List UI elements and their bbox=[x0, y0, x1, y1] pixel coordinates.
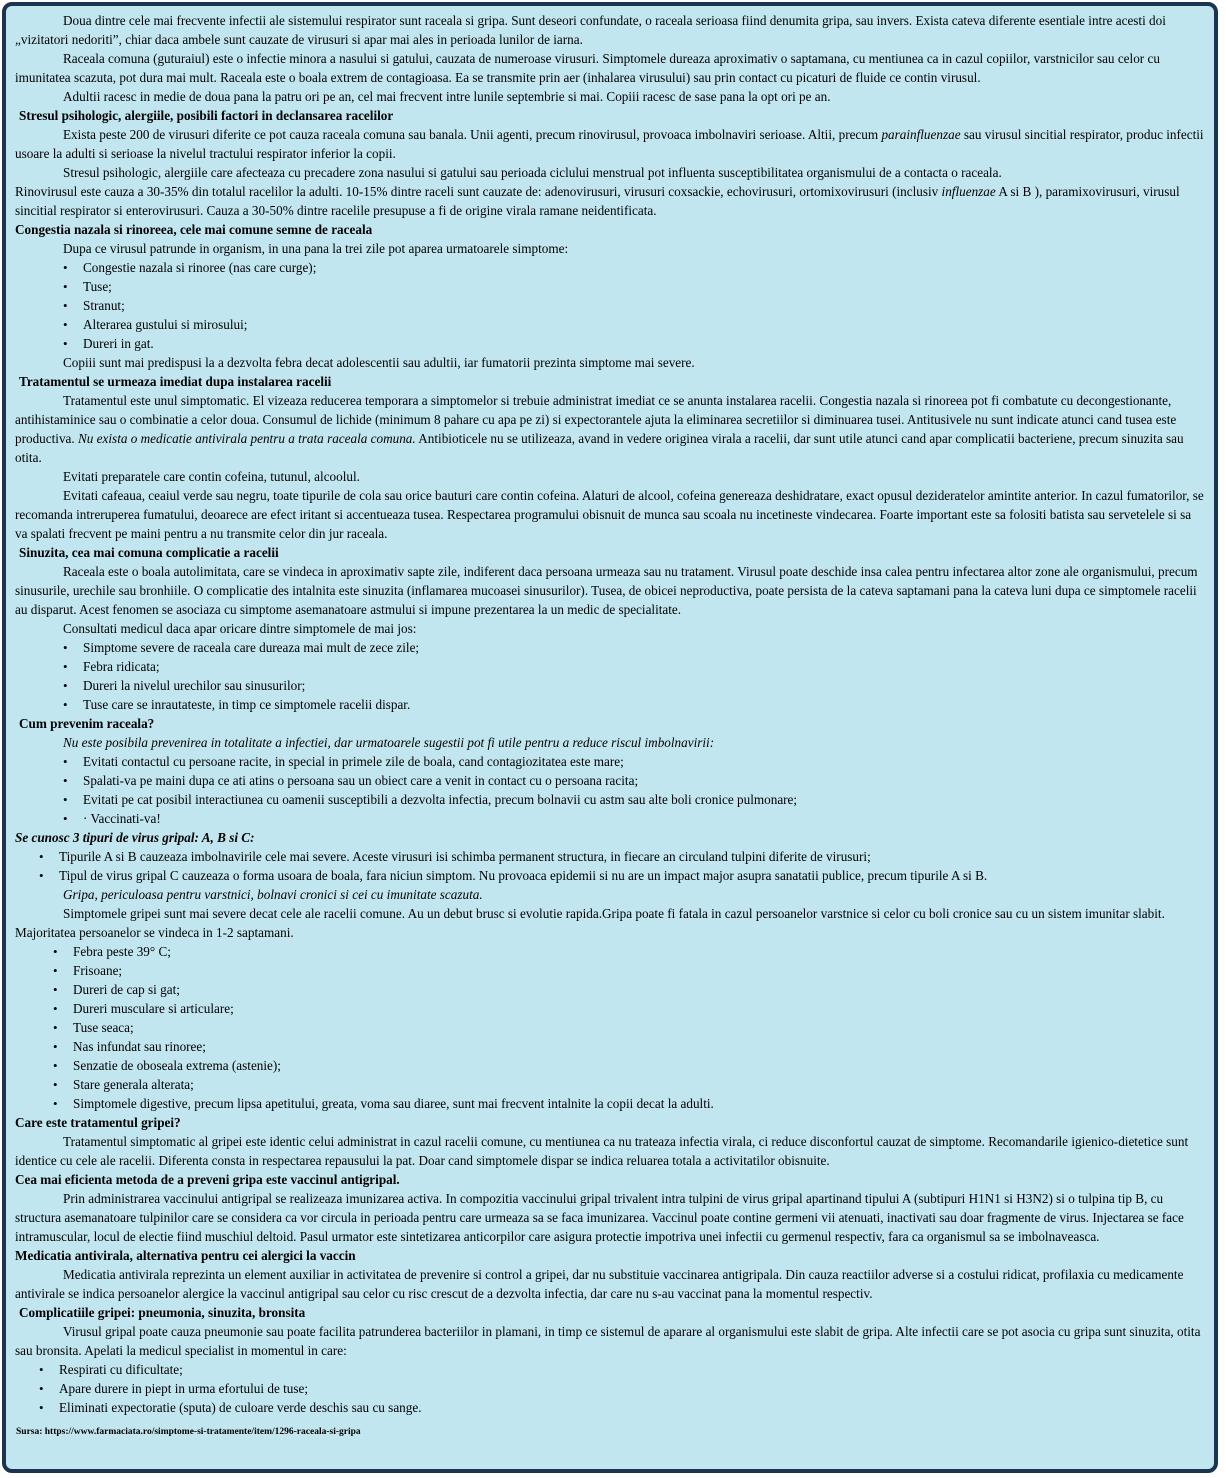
section-complicatii-paragraph: Virusul gripal poate cauza pneumonie sau poate facilita patrunderea bacteriilor in plamani, in timp ce sistemul de aparare al organismului este slabit de gripa. Alte infectii care se pot asocia cu gripa sunt sinuzita, otita sau bronsita. Apelati la medicul specialist in momentul in care: bbox=[15, 1324, 1201, 1358]
text-run: Tratamentul este unul simptomatic. El vizeaza reducerea temporara a simptomelor si trebuie administrat imediat ce se anunta instalarea racelii. Congestia nazala si rinoreea pot fi combatute cu decongestionante, antihistaminice sau o combinatie a celor doua. Consumul de lichide (minimum 8 pahare cu apa pe zi) si expectorantele ajuta la eliminarea secretiilor si diminuarea tusei. Antitusivele nu sunt indicate atunci cand tusea este productiva. bbox=[15, 393, 1177, 446]
list-item: • Dureri in gat. bbox=[83, 334, 1206, 353]
section-heading-tratament-raceala: Tratamentul se urmeaza imediat dupa instalarea racelii bbox=[19, 374, 332, 389]
list-item: • Simptomele digestive, precum lipsa apetitului, greata, voma sau diaree, sunt mai frecvent intalnite la copii decat la adulti. bbox=[73, 1094, 1206, 1113]
intro-paragraph-2: Raceala comuna (guturaiul) este o infectie minora a nasului si gatului, cauzata de numeroase virusuri. Simptomele dureaza aproximativ o saptamana, cu mentiunea ca in cazul copiilor, varstnicilor sau celor cu imunitatea scazuta, pot dura mai mult. Raceala este o boala extrem de contagioasa. Ea se transmite prin aer (inhalarea virusului) sau prin contact cu picaturi de fluide ce contin virusul. bbox=[15, 51, 1160, 85]
section-tratament-paragraph-3: Evitati cafeaua, ceaiul verde sau negru, toate tipurile de cola sau orice bauturi care contin cofeina. Alaturi de alcool, cofeina genereaza deshidratare, exact opusul dezideratelor amintite anterior. In cazul fumatorilor, se recomanda intreruperea fumatului, deoarece are efect iritant si accentueaza tusea. Respectarea programului obisnuit de munca sau scoala nu incetineste vindecarea. Foarte important este sa folositi batista sau servetelele si sa va spalati frecvent pe maini pentru a nu transmite celor din jur raceala. bbox=[15, 488, 1204, 541]
warning-list bbox=[15, 638, 1206, 714]
section-vaccin-paragraph: Prin administrarea vaccinului antigripal se realizeaza imunizarea activa. In compozitia vaccinului gripal trivalent intra tulpini de virus gripal apartinand tipului A (subtipuri H1N1 si H3N2) si o tulpina tip B, cu structura asemanatoare tulpinilor care se considera ca vor circula in perioada pentru care urmeaza sa se faca imunizarea. Vaccinul poate contine germeni vii atenuati, inactivati sau doar fragmente de virus. Injectarea se face intramuscular, locul de electie fiind muschiul deltoid. Pasul urmator este sintetizarea anticorpilor care asigura protectie impotriva unei infectii cu germenul respectiv, fara ca organismul sa se imbolnaveasca. bbox=[15, 1191, 1184, 1244]
section-stres-paragraph-2: Stresul psihologic, alergiile care afecteaza cu precadere zona nasului si gatului sau perioada ciclului menstrual pot influenta susceptibilitatea organismului de a contacta o raceala. bbox=[63, 165, 1002, 180]
section-gripa-subheading: Gripa, periculoasa pentru varstnici, bolnavi cronici si cei cu imunitate scazuta. bbox=[63, 887, 483, 902]
virus-types-list bbox=[15, 847, 1206, 885]
section-congestie-outro: Copiii sunt mai predispusi la a dezvolta febra decat adolescentii sau adultii, iar fumatorii prezinta simptome mai severe. bbox=[63, 355, 695, 370]
list-item: • Dureri de cap si gat; bbox=[73, 980, 1206, 999]
italic-term: parainfluenzae bbox=[881, 127, 961, 142]
list-item: • Congestie nazala si rinoree (nas care curge); bbox=[83, 258, 1206, 277]
document-body bbox=[6, 11, 1214, 1442]
text-run: Antibioticele nu se utilizeaza, avand in vedere originea virala a racelii, dar sunt utile atunci cand apar complicatii bacteriene, precum sinuzita sau otita. bbox=[15, 431, 1184, 465]
intro-paragraph-3: Adultii racesc in medie de doua pana la patru ori pe an, cel mai frecvent intre lunile septembrie si mai. Copiii racesc de sase pana la opt ori pe an. bbox=[63, 89, 831, 104]
intro-paragraph-1: Doua dintre cele mai frecvente infectii ale sistemului respirator sunt raceala si gripa. Sunt deseori confundate, o raceala serioasa fiind denumita gripa, sau invers. Exista cateva diferente esentiale intre acesti doi „vizitatori nedoriti”, chiar daca ambele sunt cauzate de virusuri si apar mai ales in perioada lunilor de iarna. bbox=[15, 13, 1166, 47]
flu-symptom-list bbox=[15, 942, 1206, 1113]
section-heading-complicatii: Complicatiile gripei: pneumonia, sinuzita, bronsita bbox=[19, 1305, 306, 1320]
section-antivirale-paragraph: Medicatia antivirala reprezinta un element auxiliar in activitatea de prevenire si control a gripei, dar nu substituie vaccinarea antigripala. Din cauza reactiilor adverse si a costului ridicat, profilaxia cu medicamente antivirale se indica persoanelor alergice la vaccinul antigripal sau celor cu risc crescut de a dezvolta infectia, dar care nu s-au vaccinat pana la momentul respectiv. bbox=[15, 1267, 1184, 1301]
section-stres-paragraph-3 bbox=[15, 182, 1206, 220]
list-item: • Dureri musculare si articulare; bbox=[73, 999, 1206, 1018]
section-congestie-intro: Dupa ce virusul patrunde in organism, in una pana la trei zile pot aparea urmatoarele simptome: bbox=[63, 241, 569, 256]
list-item: • Evitati contactul cu persoane racite, in special in primele zile de boala, cand contagiozitatea este mare; bbox=[83, 752, 1206, 771]
symptom-list bbox=[15, 258, 1206, 353]
italic-note: Nu exista o medicatie antivirala pentru a trata raceala comuna. bbox=[78, 431, 416, 446]
section-heading-stres: Stresul psihologic, alergiile, posibili factori in declansarea racelilor bbox=[19, 108, 394, 123]
list-item: • Tuse care se inrautateste, in timp ce simptomele racelii dispar. bbox=[83, 695, 1206, 714]
section-prevenire-intro: Nu este posibila prevenirea in totalitate a infectiei, dar urmatoarele sugestii pot fi utile pentru a reduce riscul imbolnavirii: bbox=[63, 735, 715, 750]
section-heading-congestie: Congestia nazala si rinoreea, cele mai comune semne de raceala bbox=[15, 222, 373, 237]
section-gripa-paragraph-1: Simptomele gripei sunt mai severe decat cele ale racelii comune. Au un debut brusc si evolutie rapida.Gripa poate fi fatala in cazul persoanelor varstnice si celor cu boli cronice sau cu un sistem imunitar slabit. Majoritatea persoanelor se vindeca in 1-2 saptamani. bbox=[15, 906, 1165, 940]
text-run: sau virusul sincitial respirator, produc infectii usoare la adulti si serioase la nivelul tractului respirator inferior la copii. bbox=[15, 127, 1204, 161]
list-item: • · Vaccinati-va! bbox=[83, 809, 1206, 828]
list-item: • Frisoane; bbox=[73, 961, 1206, 980]
list-item: • Stare generala alterata; bbox=[73, 1075, 1206, 1094]
section-heading-antivirale: Medicatia antivirala, alternativa pentru cei alergici la vaccin bbox=[15, 1248, 356, 1263]
section-tratament-paragraph-2: Evitati preparatele care contin cofeina, tutunul, alcoolul. bbox=[63, 469, 360, 484]
list-item: • Febra peste 39° C; bbox=[73, 942, 1206, 961]
document-frame bbox=[2, 2, 1218, 1473]
text-run: Exista peste 200 de virusuri diferite ce pot cauza raceala comuna sau banala. Unii agenti, precum rinovirusul, provoaca imbolnaviri serioase. Altii, precum bbox=[63, 127, 882, 142]
list-item: • Eliminati expectoratie (sputa) de culoare verde deschis sau cu sange. bbox=[59, 1398, 1206, 1417]
list-item: • Dureri la nivelul urechilor sau sinusurilor; bbox=[83, 676, 1206, 695]
text-run: Rinovirusul este cauza a 30-35% din totalul racelilor la adulti. 10-15% dintre raceli sunt cauzate de: adenovirusuri, virusuri coxsackie, echovirusuri, ortomixovirusuri (inclusiv bbox=[15, 184, 942, 199]
section-heading-tipuri-virus: Se cunosc 3 tipuri de virus gripal: A, B si C: bbox=[15, 830, 255, 845]
list-item: • Tipul de virus gripal C cauzeaza o forma usoara de boala, fara niciun simptom. Nu provoaca epidemii si nu are un impact major asupra sanatatii publice, precum tipurile A si B. bbox=[59, 866, 1206, 885]
text-run: A si B ), paramixovirusuri, virusul sincitial respirator si enterovirusuri. Cauza a 30-50% dintre racelile presupuse a fi de origine virala ramane neidentificata. bbox=[15, 184, 1180, 218]
section-stres-paragraph-1 bbox=[15, 125, 1206, 163]
section-heading-sinuzita: Sinuzita, cea mai comuna complicatie a racelii bbox=[19, 545, 279, 560]
section-heading-prevenire: Cum prevenim raceala? bbox=[19, 716, 155, 731]
section-sinuzita-paragraph-2: Consultati medicul daca apar oricare dintre simptomele de mai jos: bbox=[63, 621, 417, 636]
source-link[interactable]: Sursa: https://www.farmaciata.ro/simptome-si-tratamente/item/1296-raceala-si-gripa bbox=[16, 1427, 361, 1437]
section-sinuzita-paragraph-1: Raceala este o boala autolimitata, care se vindeca in aproximativ sapte zile, indiferent daca persoana urmeaza sau nu tratament. Virusul poate deschide insa calea pentru infectarea altor zone ale organismului, precum sinusurile, urechile sau bronhiile. O complicatie des intalnita este sinuzita (inflamarea mucoasei sinusurilor). Tusea, de obicei neproductiva, poate persista de la cateva saptamani pana la cateva luni dupa ce simptomele racelii au disparut. Acest fenomen se asociaza cu simptome asemanatoare astmului si impune prezentarea la un medic de specialitate. bbox=[15, 564, 1198, 617]
list-item: • Senzatie de oboseala extrema (astenie); bbox=[73, 1056, 1206, 1075]
list-item: • Stranut; bbox=[83, 296, 1206, 315]
list-item: • Tipurile A si B cauzeaza imbolnavirile cele mai severe. Aceste virusuri isi schimba permanent structura, in fiecare an circuland tulpini diferite de virusuri; bbox=[59, 847, 1206, 866]
italic-term: influenzae bbox=[941, 184, 996, 199]
list-item: • Nas infundat sau rinoree; bbox=[73, 1037, 1206, 1056]
list-item: • Respirati cu dificultate; bbox=[59, 1360, 1206, 1379]
list-item: • Tuse; bbox=[83, 277, 1206, 296]
section-heading-tratament-gripa: Care este tratamentul gripei? bbox=[15, 1115, 181, 1130]
section-tratament-paragraph-1 bbox=[15, 391, 1206, 467]
complication-list bbox=[15, 1360, 1206, 1417]
section-heading-vaccin: Cea mai eficienta metoda de a preveni gripa este vaccinul antigripal. bbox=[15, 1172, 400, 1187]
list-item: • Apare durere in piept in urma efortului de tuse; bbox=[59, 1379, 1206, 1398]
section-tratament-gripa-paragraph: Tratamentul simptomatic al gripei este identic celui administrat in cazul racelii comune, cu mentiunea ca nu trateaza infectia virala, ci reduce disconfortul cauzat de simptome. Recomandarile igienico-dietetice sunt identice cu cele ale racelii. Diferenta consta in respectarea repausului la pat. Doar cand simptomele dispar se indica reluarea totala a activitatilor obisnuite. bbox=[15, 1134, 1189, 1168]
prevention-list bbox=[15, 752, 1206, 828]
list-item: • Tuse seaca; bbox=[73, 1018, 1206, 1037]
list-item: • Spalati-va pe maini dupa ce ati atins o persoana sau un obiect care a venit in contact cu o persoana racita; bbox=[83, 771, 1206, 790]
list-item: • Febra ridicata; bbox=[83, 657, 1206, 676]
list-item: • Alterarea gustului si mirosului; bbox=[83, 315, 1206, 334]
list-item: • Simptome severe de raceala care dureaza mai mult de zece zile; bbox=[83, 638, 1206, 657]
list-item: • Evitati pe cat posibil interactiunea cu oamenii susceptibili a dezvolta infectia, precum bolnavii cu astm sau alte boli cronice pulmonare; bbox=[83, 790, 1206, 809]
